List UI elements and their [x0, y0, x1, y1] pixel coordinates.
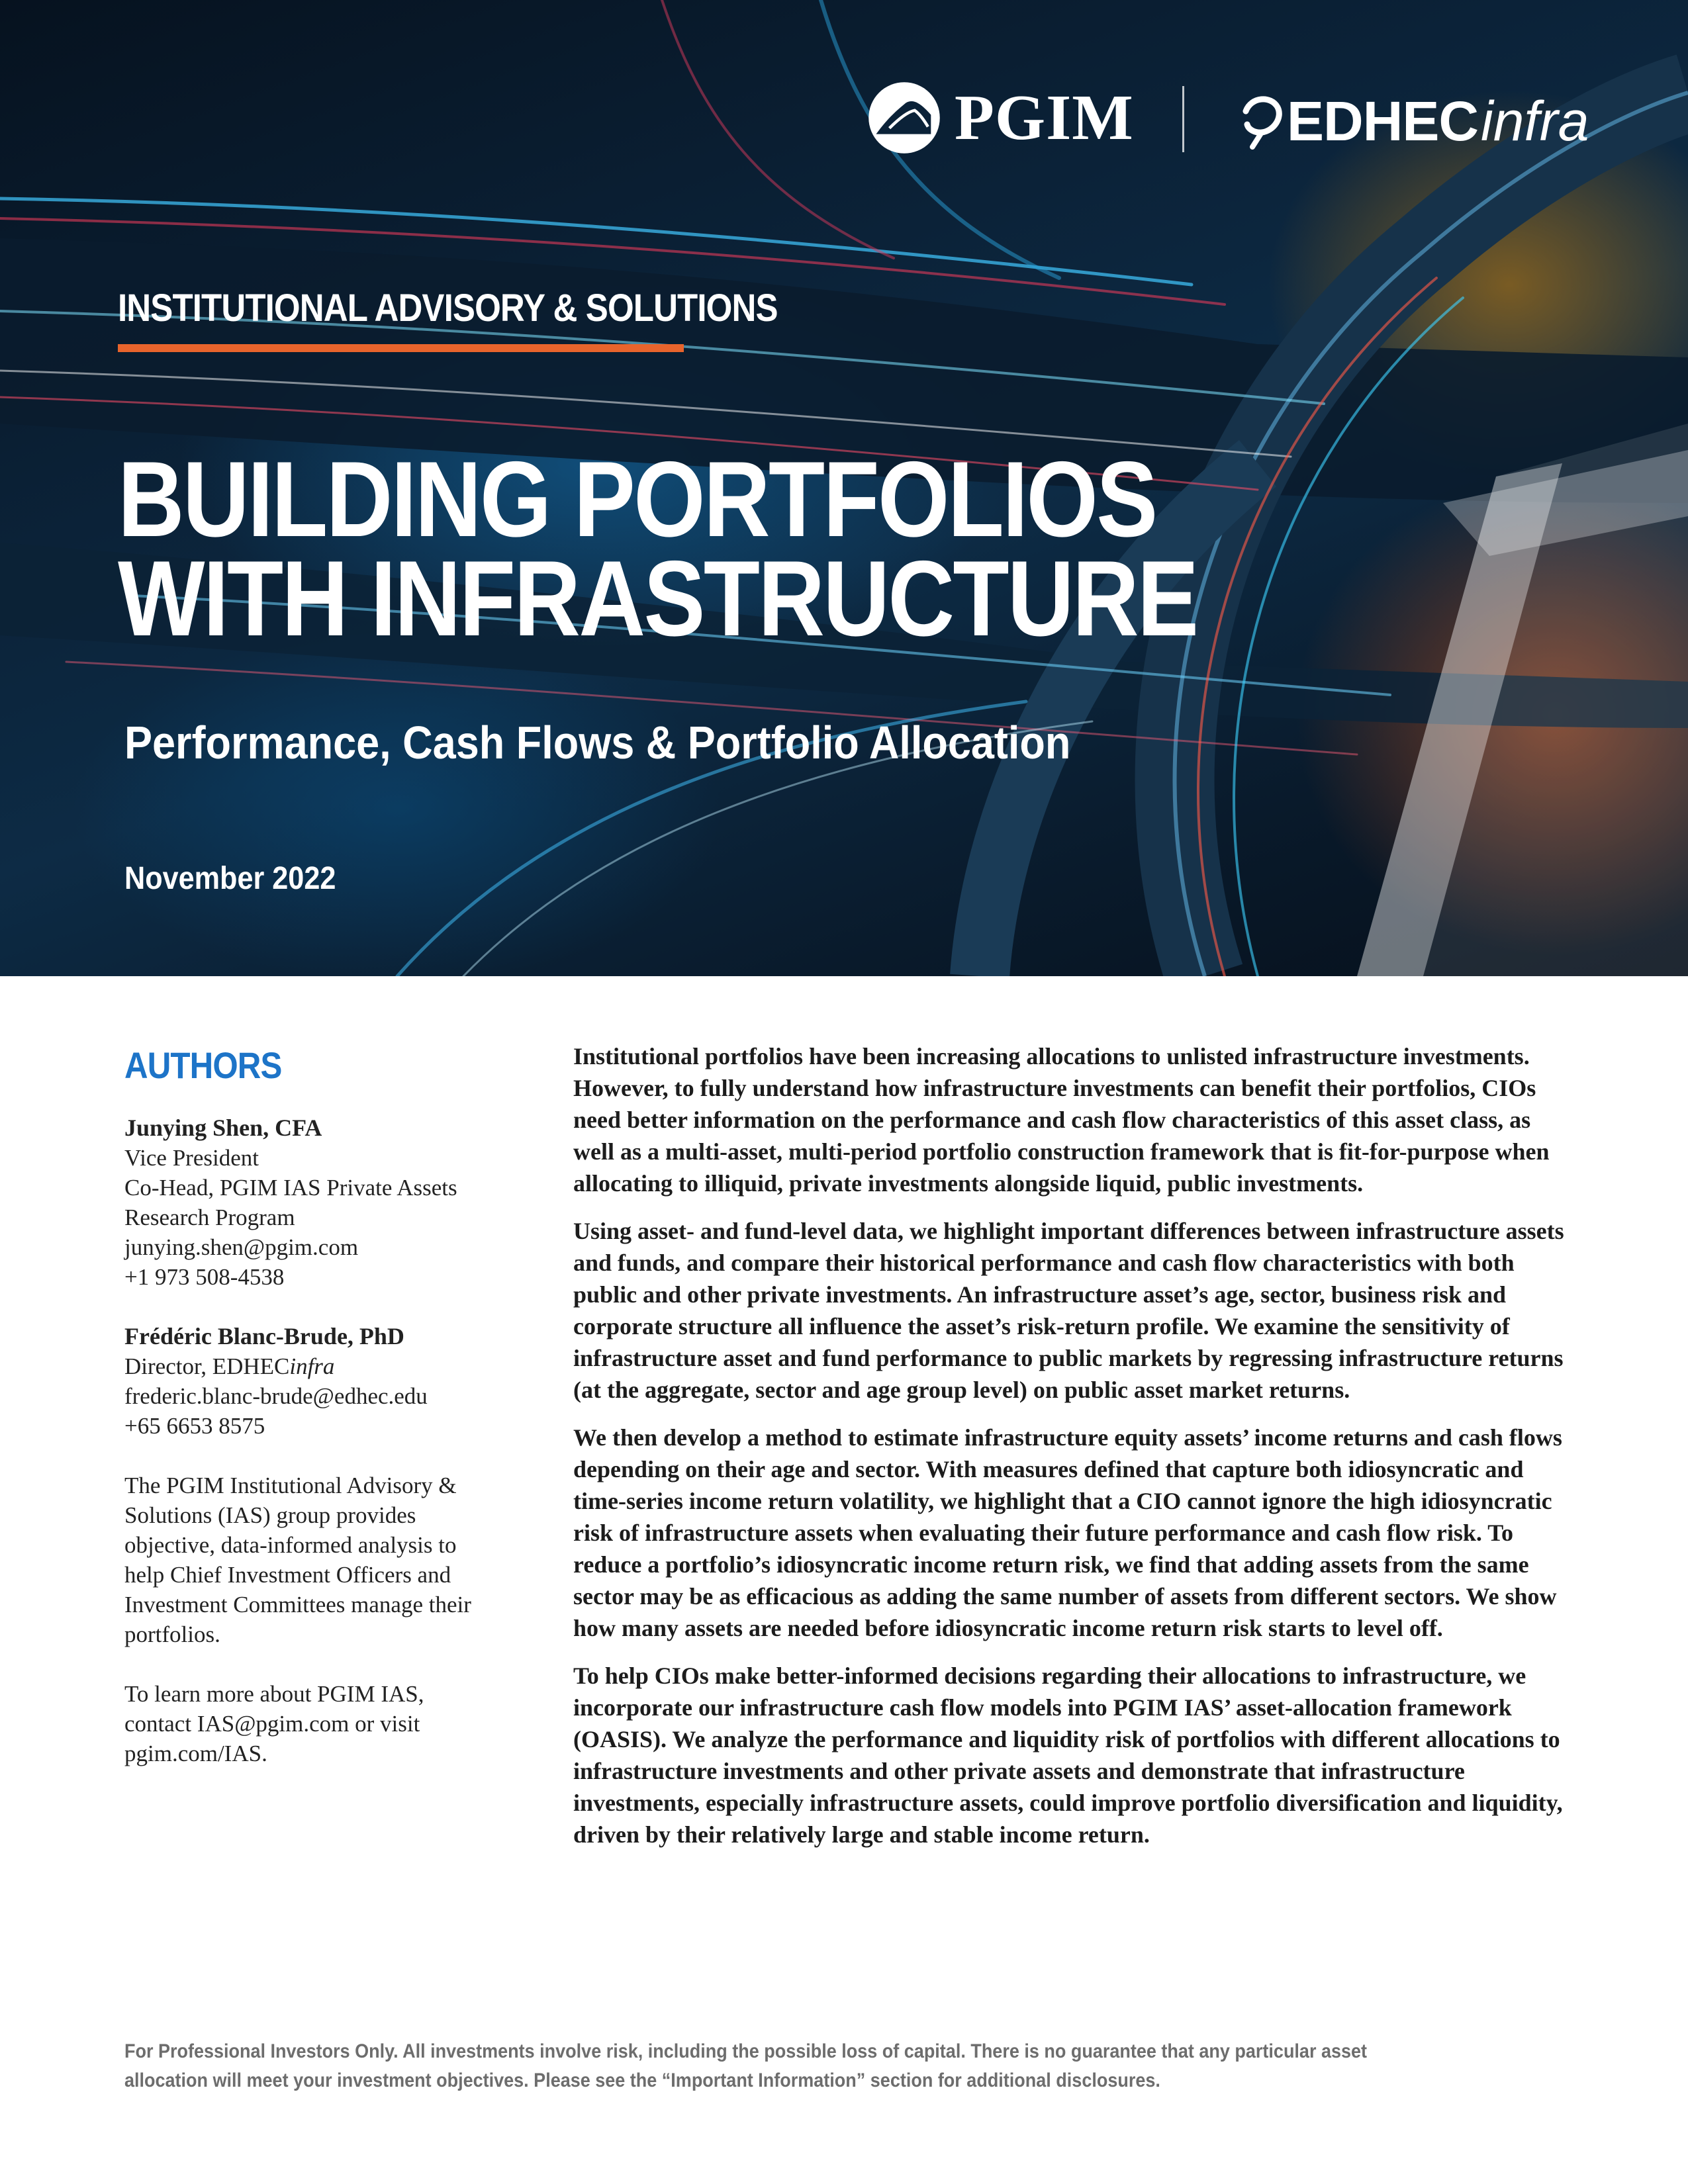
author-card: [124, 1322, 495, 1441]
edhec-swoosh-icon: [1239, 91, 1286, 151]
author-card: [124, 1113, 495, 1292]
pgim-logo: [867, 78, 1134, 158]
series-underline: [118, 344, 684, 352]
authors-sidebar: [124, 1046, 495, 1768]
report-date: November 2022: [124, 861, 336, 896]
author-name: Frédéric Blanc-Brude, PhD: [124, 1323, 404, 1349]
author-phone: +65 6653 8575: [124, 1413, 265, 1439]
summary-paragraph: Institutional portfolios have been increasing allocations to unlisted infrastructure investments. However, to fully understand how infrastructure investments can benefit their portfolios, CIOs need better information on the performance and cash flow characteristics of this asset class, as well as a multi-asset, multi-period portfolio construction framework that is fit-for-purpose when allocating to illiquid, private investments alongside liquid, public investments.: [573, 1043, 1550, 1197]
edhec-infra-wordmark: infra: [1481, 89, 1589, 152]
author-role: Vice President: [124, 1145, 259, 1171]
ias-description: The PGIM Institutional Advisory & Solutions (IAS) group provides objective, data-informed analysis to help Chief Investment Officers and Investment Committees manage their portfolios.: [124, 1473, 471, 1647]
edhec-wordmark: EDHEC: [1287, 89, 1479, 152]
executive-summary: [573, 1040, 1566, 1866]
pgim-rock-icon: [867, 81, 941, 155]
author-role-prefix: Director, EDHEC: [124, 1353, 290, 1379]
author-role: [124, 1351, 495, 1381]
summary-paragraph: Using asset- and fund-level data, we highlight important differences between infrastructure assets and funds, and compare their historical performance and cash flow characteristics with both public and other private investments. An infrastructure asset’s age, sector, business risk and corporate structure all influence the asset’s risk-return profile. We examine the sensitivity of infrastructure asset and fund performance to public markets by regressing infrastructure returns (at the aggregate, sector and age group level) on public asset market returns.: [573, 1218, 1564, 1403]
disclaimer-text: For Professional Investors Only. All investments involve risk, including the possible loss of capital. There is no guarantee that any particular asset allocation will meet your investment objectives. Please see the “Important Information” section for additional disclosures.: [124, 2040, 1368, 2091]
summary-paragraph: We then develop a method to estimate infrastructure equity assets’ income returns and cash flows depending on their age and sector. With measures defined that capture both idiosyncratic and time-series income return volatility, we highlight that a CIO cannot ignore the high idiosyncratic risk of infrastructure assets when evaluating their future performance and cash flow risk. To reduce a portfolio’s idiosyncratic income return risk, we find that adding assets from the same sector may be as efficacious as adding the same number of assets from different sectors. We show how many assets are needed before idiosyncratic income return risk starts to level off.: [573, 1424, 1562, 1641]
summary-paragraph: To help CIOs make better-informed decisions regarding their allocations to infrastructure, we incorporate our infrastructure cash flow models into PGIM IAS’ asset-allocation framework (OASIS). We analyze the performance and liquidity risk of portfolios with different allocations to infrastructure investments and other private assets and demonstrate that infrastructure investments, especially infrastructure assets, could improve portfolio diversification and liquidity, driven by their relatively large and stable income return.: [573, 1662, 1563, 1848]
author-phone: +1 973 508-4538: [124, 1264, 285, 1290]
authors-heading: AUTHORS: [124, 1044, 282, 1086]
learn-more-text: To learn more about PGIM IAS, contact IAS@pgim.com or visit pgim.com/IAS.: [124, 1681, 424, 1766]
logo-divider: [1182, 86, 1184, 152]
author-position: Co-Head, PGIM IAS Private Assets Research Program: [124, 1175, 457, 1230]
report-subtitle: Performance, Cash Flows & Portfolio Allocation: [124, 717, 1071, 768]
hero-banner: [0, 0, 1688, 976]
author-email[interactable]: frederic.blanc-brude@edhec.edu: [124, 1383, 428, 1409]
report-title: BUILDING PORTFOLIOS WITH INFRASTRUCTURE: [118, 439, 1197, 659]
author-name: Junying Shen, CFA: [124, 1115, 322, 1141]
pgim-wordmark: PGIM: [955, 82, 1134, 154]
series-label: INSTITUTIONAL ADVISORY & SOLUTIONS: [118, 287, 778, 330]
author-email[interactable]: junying.shen@pgim.com: [124, 1234, 359, 1260]
author-role-suffix: infra: [289, 1353, 335, 1379]
edhec-infra-logo: [1239, 85, 1589, 158]
